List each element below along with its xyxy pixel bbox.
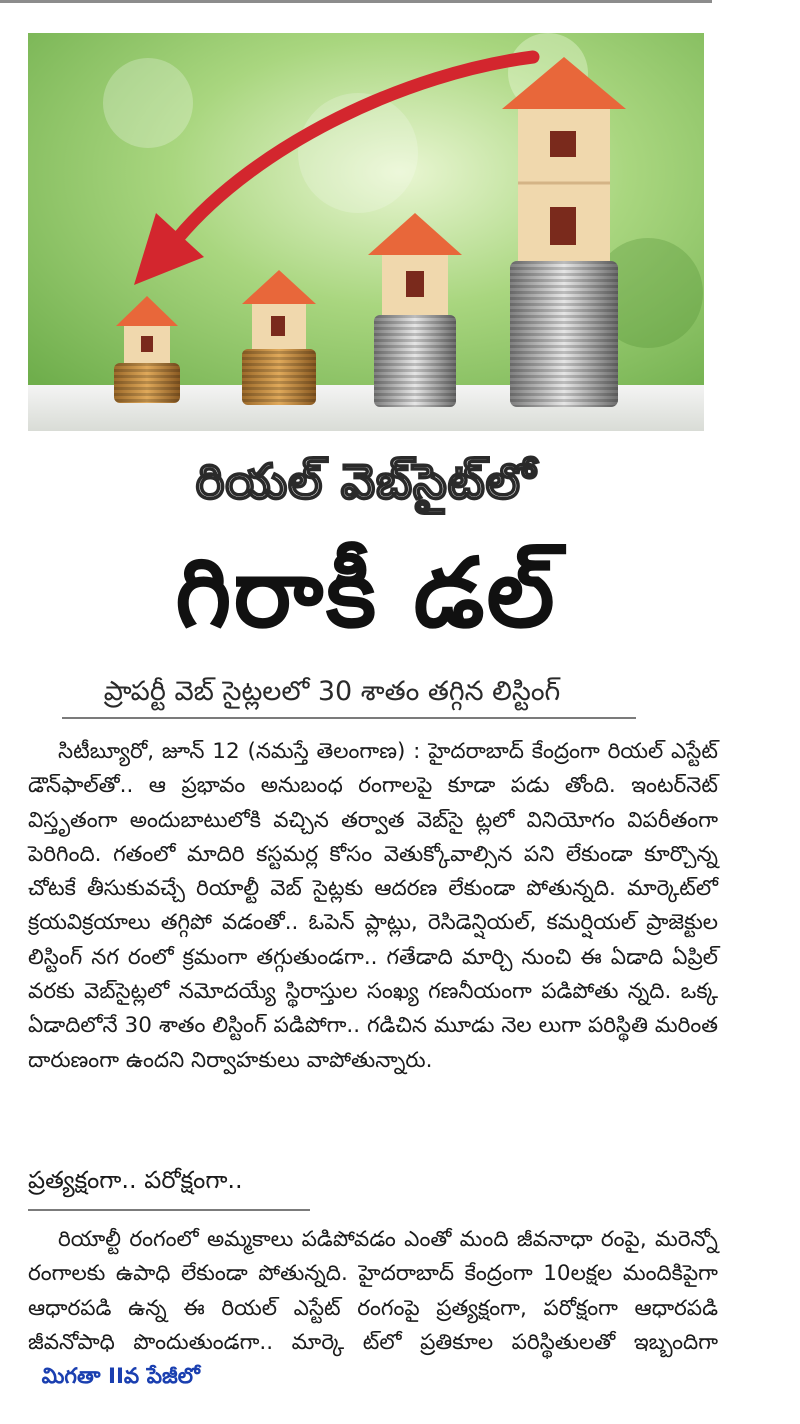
article-paragraph-2 — [28, 1223, 718, 1413]
deck-underline — [62, 717, 636, 719]
deck-subtitle: ప్రాపర్టీ వెబ్ సైట్లలలో 30 శాతం తగ్గిన లిస్టింగ్ — [103, 676, 561, 707]
kicker-title: రియల్ వెబ్‌సైట్‌లో — [195, 454, 537, 510]
coin-stack-icon — [114, 363, 180, 403]
coin-stack-icon — [510, 261, 618, 407]
houses-on-coins-illustration — [28, 33, 704, 431]
subhead-underline — [28, 1209, 310, 1211]
section-subhead: ప్రత్యక్షంగా.. పరోక్షంగా.. — [28, 1166, 243, 1194]
paragraph-text: రియాల్టీ రంగంలో అమ్మకాలు పడిపోవడం ఎంతో మంది జీవనాధా రంపై, మరెన్నో రంగాలకు ఉపాధి లేకుండా పోతున్నది. హైదరాబాద్ కేంద్రంగా 10లక్షల మందికిపైగా ఆధారపడి ఉన్న ఈ రియల్ ఎస్టేట్ రంగంపై ప్రత్యక్షంగా, పరోక్షంగా ఆధారపడి జీవనోపాధి పొందుతుండగా.. మార్కె ట్‌లో ప్రతికూల పరిస్థితులతో ఇబ్బందిగా — [28, 1227, 718, 1355]
continued-on-page-link[interactable]: మిగతా IIవ పేజీలో — [41, 1364, 200, 1390]
article-photo — [28, 33, 704, 431]
coin-stack-icon — [242, 349, 316, 405]
headline: గిరాకీ డల్ — [175, 537, 557, 649]
coin-stack-icon — [374, 315, 456, 407]
article-paragraph-1 — [28, 735, 718, 1147]
top-rule — [0, 0, 712, 3]
paragraph-text: సిటీబ్యూరో, జూన్ 12 (నమస్తే తెలంగాణ) : హైదరాబాద్ కేంద్రంగా రియల్ ఎస్టేట్ డౌన్‌ఫాల్‌తో.. ఆ ప్రభావం అనుబంధ రంగాలపై కూడా పడు తోంది. ఇంటర్‌నెట్ విస్తృతంగా అందుబాటులోకి వచ్చిన తర్వాత వెబ్‌సై ట్లలో వినియోగం విపరీతంగా పెరిగింది. గతంలో మాదిరి కస్టమర్ల కోసం వెతుక్కోవాల్సిన పని లేకుండా కూర్చొన్న చోటకే తీసుకువచ్చే రియాల్టీ వెబ్ సైట్లకు ఆదరణ లేకుండా పోతున్నది. మార్కెట్‌లో క్రయవిక్రయాలు తగ్గిపో వడంతో.. ఓపెన్ ప్లాట్లు, రెసిడెన్షియల్, కమర్షియల్ ప్రాజెక్టుల లిస్టింగ్ నగ రంలో క్రమంగా తగ్గుతుండగా.. గతేడాది మార్చి నుంచి ఈ ఏడాది ఏప్రిల్ వరకు వెబ్‌సైట్లలో నమోదయ్యే స్థిరాస్తుల సంఖ్య గణనీయంగా పడిపోతు న్నది. ఒక్క ఏడాదిలోనే 30 శాతం లిస్టింగ్ పడిపోగా.. గడిచిన మూడు నెల లుగా పరిస్థితి మరింత దారుణంగా ఉందని నిర్వాహకులు వాపోతున్నారు. — [28, 739, 718, 1073]
